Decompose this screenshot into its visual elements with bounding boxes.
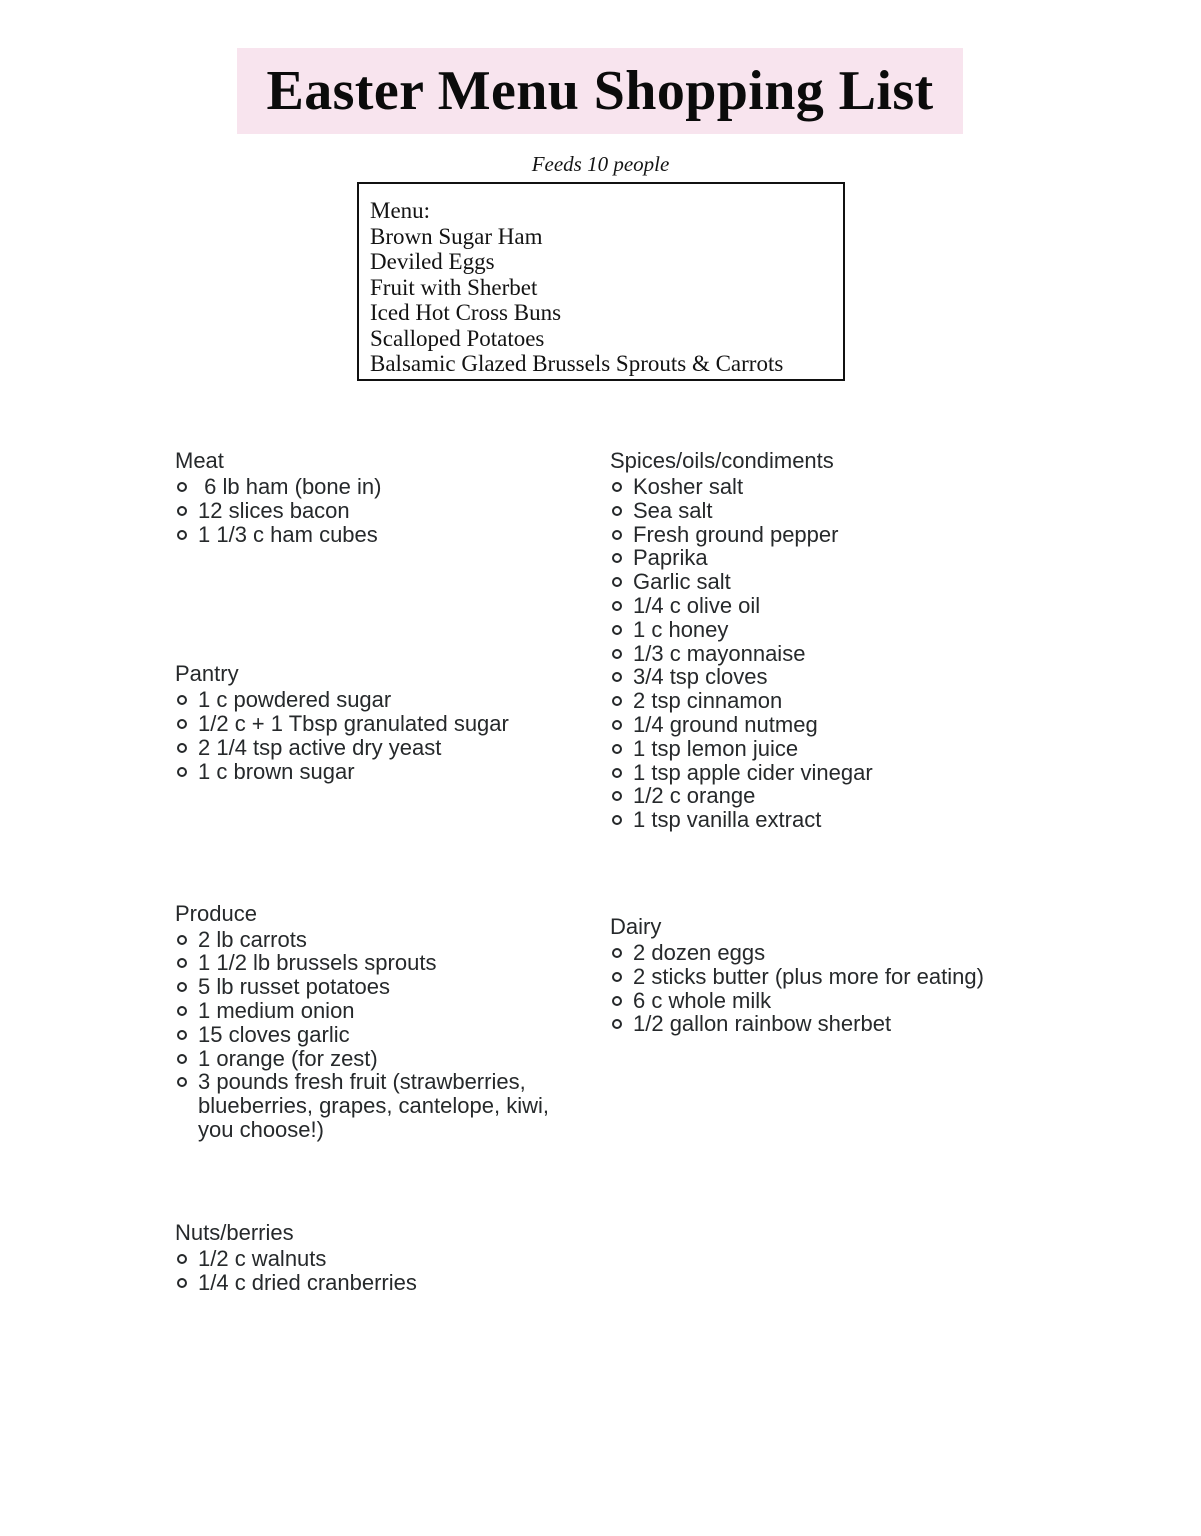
title-banner: [237, 48, 963, 134]
hollow-circle-icon[interactable]: [612, 672, 622, 682]
list-item[interactable]: [175, 523, 575, 547]
list-item-label: 1 c honey: [633, 616, 729, 642]
list-item-label: 1 c powdered sugar: [198, 687, 392, 713]
section-spacer: [175, 546, 575, 662]
hollow-circle-icon[interactable]: [177, 506, 187, 516]
section-produce: [175, 902, 575, 1142]
section-nuts-berries: [175, 1221, 575, 1295]
hollow-circle-icon[interactable]: [612, 649, 622, 659]
hollow-circle-icon[interactable]: [612, 553, 622, 563]
list-item[interactable]: [610, 642, 1030, 666]
section-heading: Pantry: [175, 661, 239, 687]
list-item-label: 1/2 c + 1 Tbsp granulated sugar: [198, 711, 509, 737]
list-item-label: Sea salt: [633, 497, 713, 523]
list-item-label: 1 tsp apple cider vinegar: [633, 759, 873, 785]
list-item-label: Garlic salt: [633, 569, 731, 595]
serving-size-subtitle: Feeds 10 people: [531, 152, 670, 176]
list-item-label: 1/4 c dried cranberries: [198, 1269, 417, 1295]
list-item-label: 1/2 c orange: [633, 783, 756, 809]
hollow-circle-icon[interactable]: [612, 791, 622, 801]
checklist-pantry: [175, 688, 575, 783]
checklist-spices: [610, 475, 1030, 832]
shopping-list-left-column: [175, 449, 575, 1294]
list-item-label: 12 slices bacon: [198, 497, 350, 523]
section-meat: [175, 449, 575, 546]
hollow-circle-icon[interactable]: [177, 958, 187, 968]
section-heading: Spices/oils/condiments: [610, 448, 834, 473]
list-item[interactable]: [175, 688, 575, 712]
list-item[interactable]: [175, 1247, 575, 1271]
hollow-circle-icon[interactable]: [177, 695, 187, 705]
menu-box-content: [359, 184, 843, 377]
list-item[interactable]: [610, 618, 1030, 642]
list-item-label: 1/4 c olive oil: [633, 592, 761, 618]
list-item[interactable]: [610, 941, 1030, 965]
list-item[interactable]: [610, 784, 1030, 808]
list-item-label: Fresh ground pepper: [633, 521, 839, 547]
hollow-circle-icon[interactable]: [177, 719, 187, 729]
section-heading: Dairy: [610, 913, 662, 939]
list-item-label: 1 c brown sugar: [198, 758, 355, 784]
hollow-circle-icon[interactable]: [612, 768, 622, 778]
hollow-circle-icon[interactable]: [177, 1054, 187, 1064]
list-item[interactable]: [610, 689, 1030, 713]
hollow-circle-icon[interactable]: [612, 601, 622, 611]
menu-item: Deviled Eggs: [370, 249, 495, 274]
list-item[interactable]: [610, 570, 1030, 594]
page-title: Easter Menu Shopping List: [266, 60, 934, 122]
hollow-circle-icon[interactable]: [177, 482, 187, 492]
hollow-circle-icon[interactable]: [612, 577, 622, 587]
hollow-circle-icon[interactable]: [177, 935, 187, 945]
list-item-label: 1/2 gallon rainbow sherbet: [633, 1011, 892, 1037]
section-pantry: [175, 662, 575, 783]
list-item-label: 1/3 c mayonnaise: [633, 640, 806, 666]
section-spices-oils-condiments: [610, 449, 1030, 832]
list-item-label: 2 sticks butter (plus more for eating): [633, 963, 984, 989]
list-item[interactable]: [610, 546, 1030, 570]
list-item-label: 2 lb carrots: [198, 926, 307, 952]
list-item[interactable]: [175, 975, 575, 999]
menu-heading: Menu:: [370, 198, 431, 223]
list-item[interactable]: [610, 713, 1030, 737]
hollow-circle-icon[interactable]: [177, 982, 187, 992]
list-item[interactable]: [175, 1023, 575, 1047]
section-heading: Nuts/berries: [175, 1219, 294, 1245]
section-spacer: [610, 832, 1030, 915]
list-item-label: 1/2 c walnuts: [198, 1245, 327, 1271]
list-item-label: 3 pounds fresh fruit (strawberries, blueberries, grapes, cantelope, kiwi, you choose!): [198, 1069, 556, 1142]
list-item[interactable]: [175, 736, 575, 760]
menu-item: Scalloped Potatoes: [370, 325, 545, 351]
hollow-circle-icon[interactable]: [612, 996, 622, 1006]
hollow-circle-icon[interactable]: [177, 1006, 187, 1016]
checklist-produce: [175, 928, 575, 1142]
hollow-circle-icon[interactable]: [612, 482, 622, 492]
hollow-circle-icon[interactable]: [612, 720, 622, 730]
list-item-label: 1/4 ground nutmeg: [633, 711, 818, 737]
checklist-meat: [175, 475, 575, 546]
list-item[interactable]: [175, 760, 575, 784]
list-item-label: 2 dozen eggs: [633, 939, 766, 965]
list-item[interactable]: [610, 737, 1030, 761]
list-item-label: 15 cloves garlic: [198, 1021, 350, 1047]
list-item[interactable]: [610, 475, 1030, 499]
list-item-label: Kosher salt: [633, 474, 744, 499]
list-item[interactable]: [175, 999, 575, 1023]
list-item[interactable]: [175, 951, 575, 975]
hollow-circle-icon[interactable]: [612, 506, 622, 516]
list-item[interactable]: [610, 808, 1030, 832]
section-spacer: [175, 784, 575, 902]
hollow-circle-icon[interactable]: [177, 767, 187, 777]
list-item-label: 2 tsp cinnamon: [633, 688, 783, 714]
hollow-circle-icon[interactable]: [177, 530, 187, 540]
shopping-list-right-column: [610, 449, 1030, 1036]
hollow-circle-icon[interactable]: [612, 625, 622, 635]
list-item[interactable]: [610, 965, 1030, 989]
hollow-circle-icon[interactable]: [612, 530, 622, 540]
list-item[interactable]: [610, 1012, 1030, 1036]
list-item[interactable]: [610, 594, 1030, 618]
list-item[interactable]: [610, 665, 1030, 689]
list-item-label: 1 orange (for zest): [198, 1045, 378, 1071]
list-item[interactable]: [175, 1070, 575, 1141]
hollow-circle-icon[interactable]: [612, 948, 622, 958]
list-item[interactable]: [175, 1271, 575, 1295]
menu-item: Iced Hot Cross Buns: [370, 300, 562, 325]
section-heading: Produce: [175, 900, 257, 926]
list-item[interactable]: [610, 499, 1030, 523]
hollow-circle-icon[interactable]: [177, 1278, 187, 1288]
list-item-label: 1 1/3 c ham cubes: [198, 521, 378, 547]
list-item-label: 5 lb russet potatoes: [198, 974, 391, 1000]
hollow-circle-icon[interactable]: [612, 1019, 622, 1029]
hollow-circle-icon[interactable]: [612, 972, 622, 982]
checklist-nuts-berries: [175, 1247, 575, 1295]
hollow-circle-icon[interactable]: [612, 815, 622, 825]
menu-item: Fruit with Sherbet: [370, 274, 538, 300]
list-item-label: 1 1/2 lb brussels sprouts: [198, 950, 437, 976]
menu-item: Brown Sugar Ham: [370, 223, 543, 249]
section-heading: Meat: [175, 448, 224, 473]
hollow-circle-icon[interactable]: [177, 1254, 187, 1264]
list-item[interactable]: [175, 1047, 575, 1071]
list-item[interactable]: [175, 475, 575, 499]
menu-box: [357, 182, 845, 381]
list-item[interactable]: [610, 761, 1030, 785]
hollow-circle-icon[interactable]: [177, 1030, 187, 1040]
list-item-label: 6 lb ham (bone in): [198, 474, 382, 499]
list-item-label: 1 medium onion: [198, 997, 355, 1023]
section-dairy: [610, 915, 1030, 1036]
list-item-label: 1 tsp vanilla extract: [633, 807, 822, 833]
list-item[interactable]: [610, 989, 1030, 1013]
hollow-circle-icon[interactable]: [177, 1077, 187, 1087]
checklist-dairy: [610, 941, 1030, 1036]
list-item[interactable]: [175, 712, 575, 736]
hollow-circle-icon[interactable]: [177, 743, 187, 753]
menu-item: Balsamic Glazed Brussels Sprouts & Carrots: [370, 351, 784, 376]
list-item-label: Paprika: [633, 545, 708, 571]
list-item[interactable]: [175, 928, 575, 952]
section-spacer: [175, 1142, 575, 1221]
hollow-circle-icon[interactable]: [612, 696, 622, 706]
list-item[interactable]: [175, 499, 575, 523]
list-item[interactable]: [610, 523, 1030, 547]
list-item-label: 6 c whole milk: [633, 987, 772, 1013]
list-item-label: 2 1/4 tsp active dry yeast: [198, 734, 442, 760]
list-item-label: 3/4 tsp cloves: [633, 664, 768, 690]
list-item-label: 1 tsp lemon juice: [633, 735, 799, 761]
hollow-circle-icon[interactable]: [612, 744, 622, 754]
